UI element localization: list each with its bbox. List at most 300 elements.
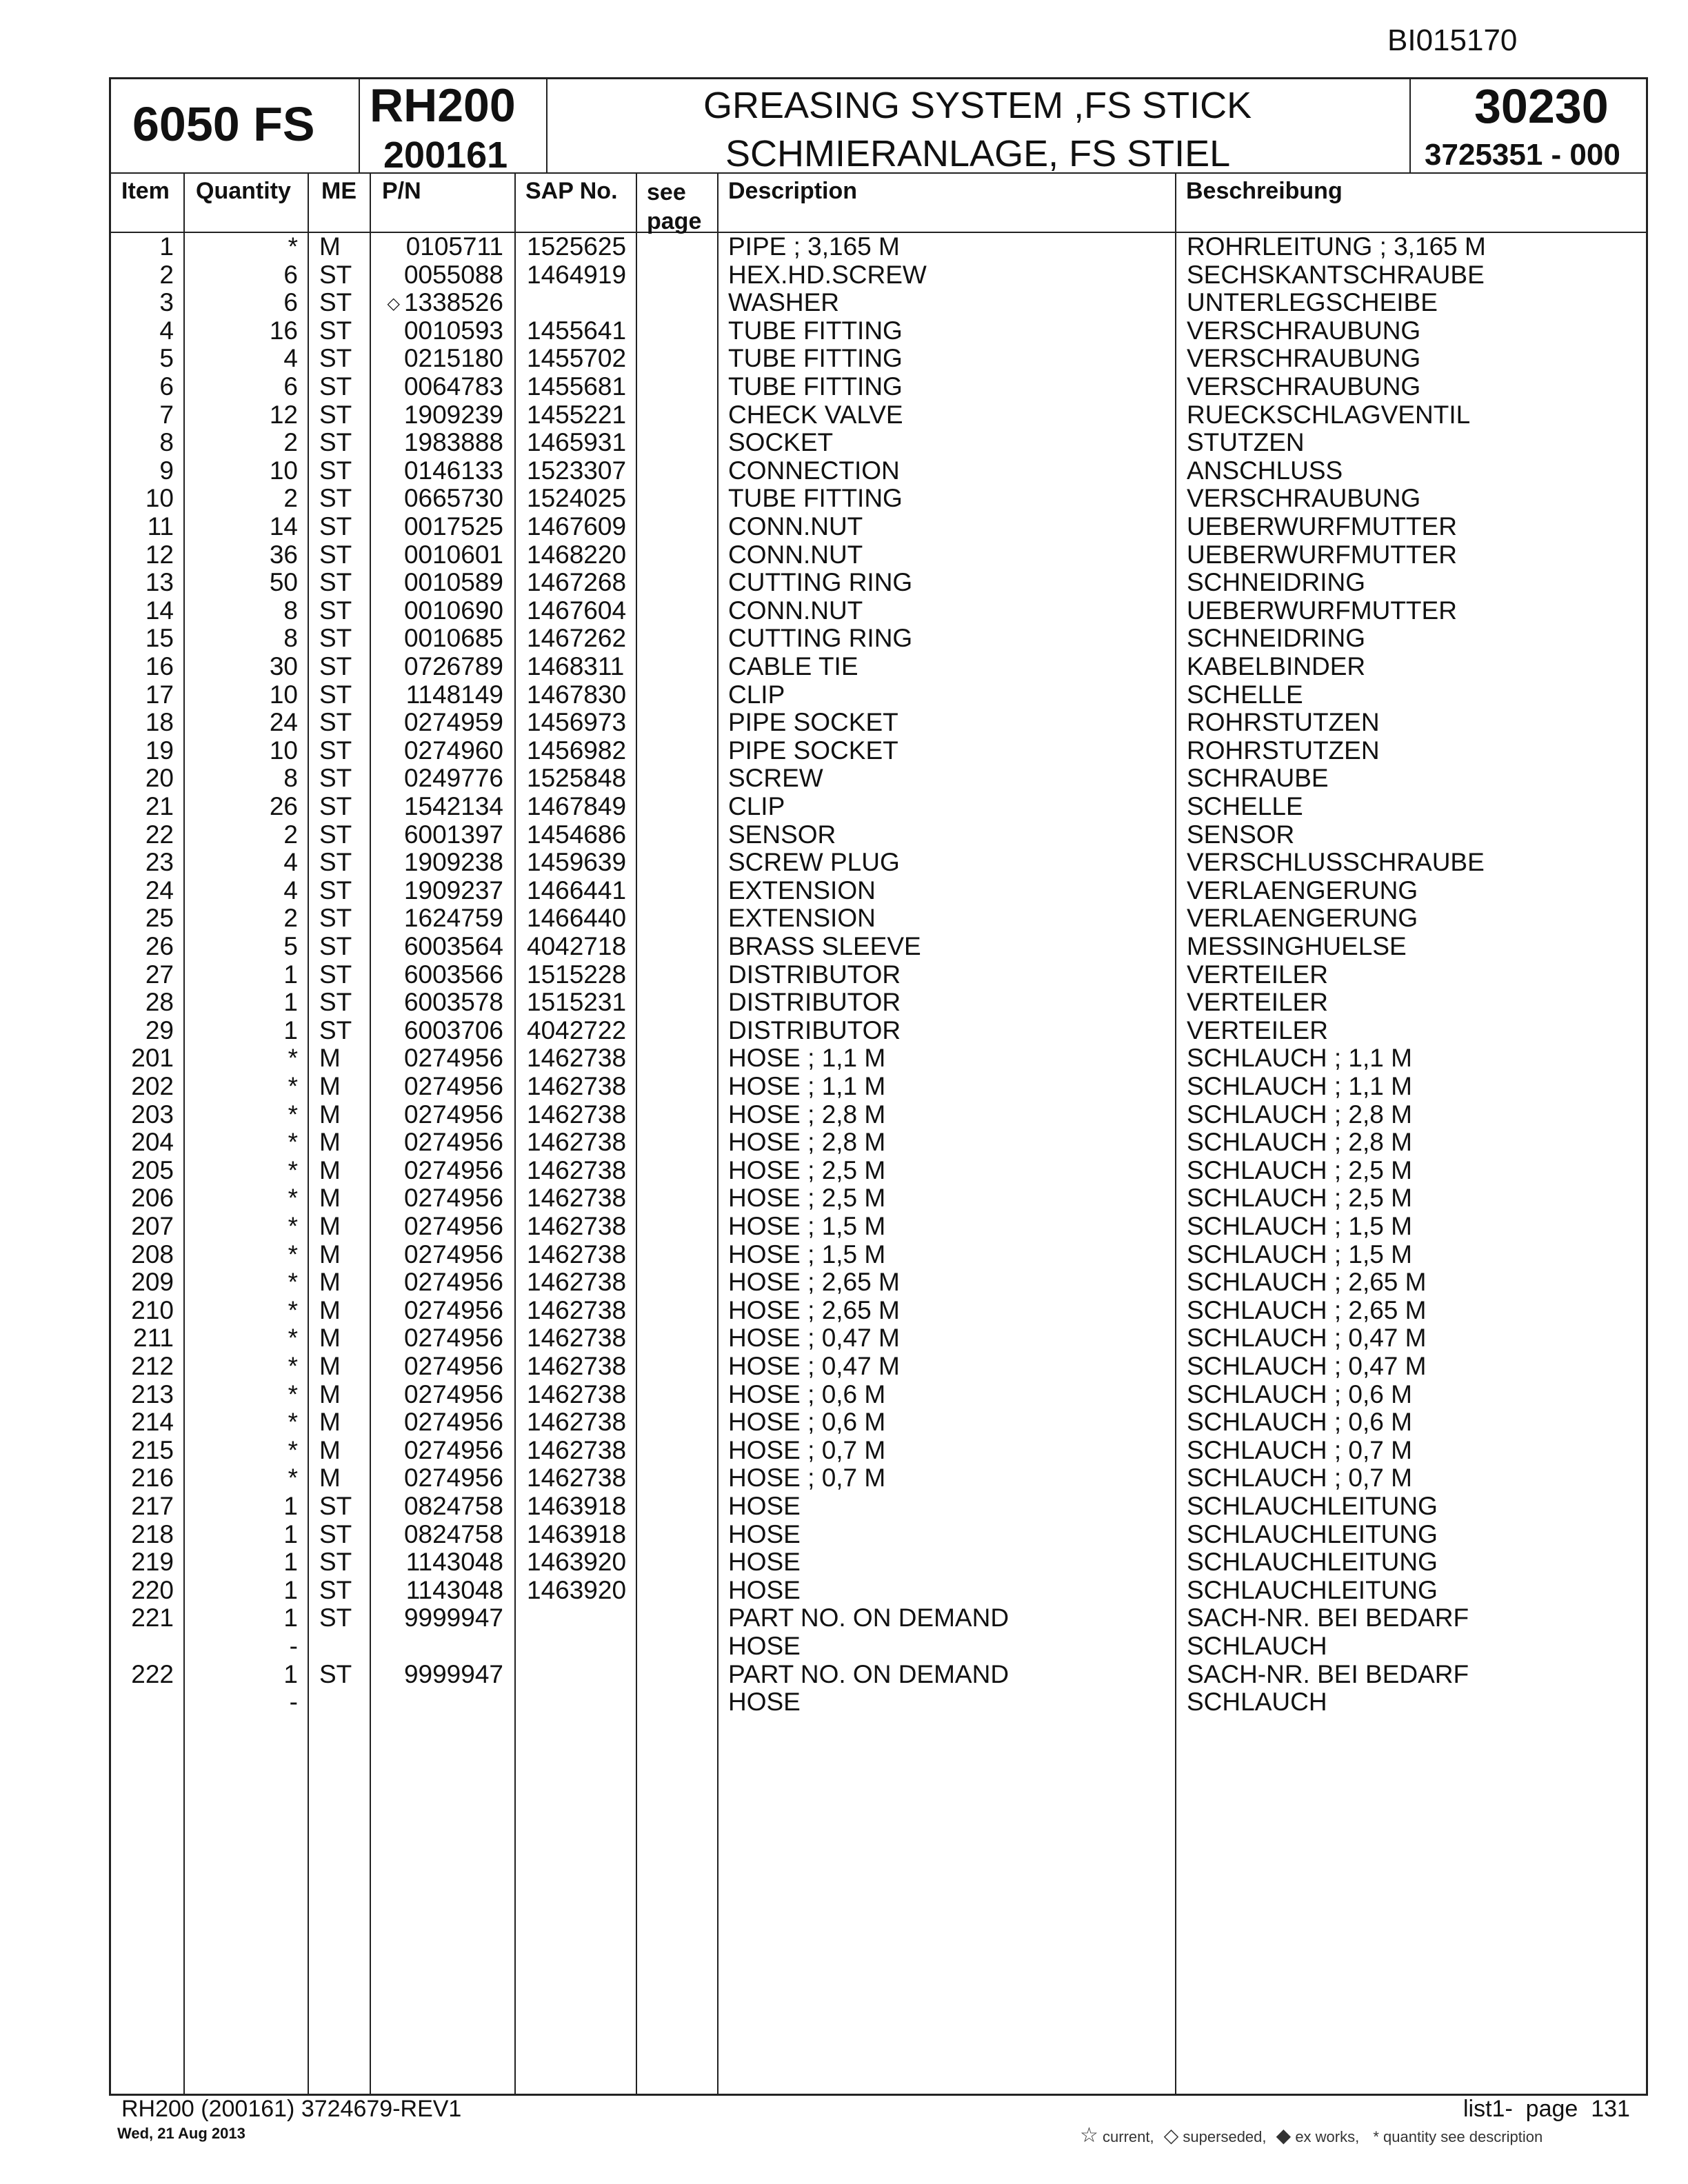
beschreibung: SCHLAUCH ; 0,7 M xyxy=(1187,1464,1412,1493)
quantity: - xyxy=(289,1688,298,1717)
legend-current: current, xyxy=(1103,2128,1154,2145)
column-header-item: Item xyxy=(121,178,170,204)
sap-number: 1467268 xyxy=(527,568,627,597)
description: HOSE ; 1,1 M xyxy=(728,1044,886,1073)
quantity: 4 xyxy=(283,876,298,904)
title-german: SCHMIERANLAGE, FS STIEL xyxy=(725,133,1231,174)
part-number: 0274959 xyxy=(403,708,503,737)
sap-number: 1462738 xyxy=(527,1184,627,1213)
quantity: 1 xyxy=(283,988,298,1017)
table-row xyxy=(0,373,1688,401)
part-number: 6001397 xyxy=(403,820,503,849)
sap-number: 1462738 xyxy=(527,1435,627,1464)
beschreibung: SCHLAUCH ; 1,1 M xyxy=(1187,1044,1412,1073)
quantity: 12 xyxy=(269,400,298,429)
item-number: 23 xyxy=(145,848,174,877)
quantity: 1 xyxy=(283,1492,298,1520)
part-number-value: 1338526 xyxy=(403,288,503,317)
table-row xyxy=(0,1213,1688,1241)
sap-number: 1523307 xyxy=(527,456,627,485)
quantity: 1 xyxy=(283,1519,298,1548)
unit: ST xyxy=(319,596,352,625)
beschreibung: STUTZEN xyxy=(1187,428,1305,457)
beschreibung: UNTERLEGSCHEIBE xyxy=(1187,288,1438,317)
part-number: 0274956 xyxy=(403,1044,503,1073)
description: CHECK VALVE xyxy=(728,400,903,429)
table-row xyxy=(0,1157,1688,1185)
sap-number: 4042718 xyxy=(527,932,627,960)
sap-number: 1455702 xyxy=(527,344,627,373)
quantity: 36 xyxy=(269,540,298,569)
item-number: 12 xyxy=(145,540,174,569)
table-row xyxy=(0,261,1688,290)
item-number: 13 xyxy=(145,568,174,597)
table-row xyxy=(0,1297,1688,1325)
table-row xyxy=(0,1241,1688,1269)
description: HOSE ; 2,5 M xyxy=(728,1155,886,1184)
description: CABLE TIE xyxy=(728,652,858,680)
quantity: 14 xyxy=(269,512,298,540)
unit: ST xyxy=(319,988,352,1017)
quantity: 24 xyxy=(269,708,298,737)
table-row xyxy=(0,1661,1688,1689)
quantity: * xyxy=(288,1435,298,1464)
column-header-sap: SAP No. xyxy=(525,178,618,204)
unit: M xyxy=(319,1184,341,1213)
part-number: 0274956 xyxy=(403,1464,503,1493)
part-number: 0274956 xyxy=(403,1100,503,1129)
table-row xyxy=(0,541,1688,569)
unit: M xyxy=(319,1240,341,1268)
table-row xyxy=(0,317,1688,345)
header-separator xyxy=(1409,77,1411,172)
quantity: - xyxy=(289,1632,298,1660)
sap-number: 1466440 xyxy=(527,904,627,933)
quantity: 6 xyxy=(283,288,298,317)
table-row xyxy=(0,821,1688,849)
beschreibung: SCHLAUCH ; 2,5 M xyxy=(1187,1155,1412,1184)
quantity: 8 xyxy=(283,624,298,653)
item-number: 207 xyxy=(131,1212,174,1240)
table-row xyxy=(0,653,1688,681)
beschreibung: VERSCHLUSSCHRAUBE xyxy=(1187,848,1485,877)
sap-number: 1468311 xyxy=(527,652,625,680)
description: DISTRIBUTOR xyxy=(728,1015,901,1044)
sap-number: 1467604 xyxy=(527,596,627,625)
quantity: 1 xyxy=(283,1604,298,1632)
part-number: 0055088 xyxy=(403,260,503,289)
table-row xyxy=(0,737,1688,765)
item-number: 29 xyxy=(145,1015,174,1044)
sap-number: 1463918 xyxy=(527,1492,627,1520)
unit: ST xyxy=(319,848,352,877)
item-number: 213 xyxy=(131,1379,174,1408)
table-row xyxy=(0,989,1688,1017)
description: TUBE FITTING xyxy=(728,316,903,345)
quantity: * xyxy=(288,1268,298,1297)
sap-number: 1454686 xyxy=(527,820,627,849)
quantity: * xyxy=(288,1100,298,1129)
beschreibung: SCHLAUCH ; 2,65 M xyxy=(1187,1295,1427,1324)
quantity: * xyxy=(288,1072,298,1100)
part-number: 6003578 xyxy=(403,988,503,1017)
table-row xyxy=(0,457,1688,485)
machine-name: RH200 xyxy=(370,79,516,132)
item-number: 28 xyxy=(145,988,174,1017)
beschreibung: SCHLAUCH xyxy=(1187,1688,1327,1717)
item-number: 216 xyxy=(131,1464,174,1493)
unit: M xyxy=(319,1268,341,1297)
unit: ST xyxy=(319,428,352,457)
description: HOSE ; 0,6 M xyxy=(728,1408,886,1437)
table-row xyxy=(0,429,1688,457)
table-row xyxy=(0,289,1688,317)
part-number: 0824758 xyxy=(403,1519,503,1548)
item-number: 15 xyxy=(145,624,174,653)
quantity: * xyxy=(288,1044,298,1073)
beschreibung: SCHLAUCHLEITUNG xyxy=(1187,1575,1438,1604)
table-row xyxy=(0,1577,1688,1605)
item-number: 220 xyxy=(131,1575,174,1604)
sap-number: 1456982 xyxy=(527,736,627,765)
quantity: 1 xyxy=(283,960,298,989)
sap-number: 1525625 xyxy=(527,232,627,261)
table-row xyxy=(0,961,1688,989)
sap-number: 1455221 xyxy=(527,400,627,429)
beschreibung: UEBERWURFMUTTER xyxy=(1187,512,1457,540)
description: DISTRIBUTOR xyxy=(728,960,901,989)
beschreibung: RUECKSCHLAGVENTIL xyxy=(1187,400,1471,429)
part-number: 0010589 xyxy=(403,568,503,597)
item-number: 212 xyxy=(131,1352,174,1380)
description: TUBE FITTING xyxy=(728,372,903,401)
beschreibung: VERSCHRAUBUNG xyxy=(1187,316,1421,345)
column-header-quantity: Quantity xyxy=(196,178,291,204)
quantity: 8 xyxy=(283,764,298,793)
sap-number: 1455681 xyxy=(527,372,627,401)
description: PIPE SOCKET xyxy=(728,736,898,765)
table-row xyxy=(0,681,1688,709)
item-number: 26 xyxy=(145,932,174,960)
unit: ST xyxy=(319,540,352,569)
unit: ST xyxy=(319,736,352,765)
quantity: 1 xyxy=(283,1015,298,1044)
part-number: 0215180 xyxy=(403,344,503,373)
item-number: 8 xyxy=(159,428,174,457)
footer-page: list1- page 131 xyxy=(1463,2096,1630,2122)
item-number: 19 xyxy=(145,736,174,765)
unit: M xyxy=(319,1464,341,1493)
table-row xyxy=(0,1381,1688,1409)
part-number: 0726789 xyxy=(403,652,503,680)
table-row xyxy=(0,1044,1688,1073)
beschreibung: SCHLAUCHLEITUNG xyxy=(1187,1519,1438,1548)
item-number: 21 xyxy=(145,792,174,820)
table-row xyxy=(0,1632,1688,1661)
table-row xyxy=(0,233,1688,261)
part-number: 0274956 xyxy=(403,1128,503,1157)
part-number xyxy=(387,289,503,318)
part-number: 1909238 xyxy=(403,848,503,877)
table-row xyxy=(0,1464,1688,1493)
table-row xyxy=(0,1521,1688,1549)
part-number: 0249776 xyxy=(403,764,503,793)
description: SCREW xyxy=(728,764,823,793)
beschreibung: SCHLAUCH ; 2,8 M xyxy=(1187,1100,1412,1129)
description: SOCKET xyxy=(728,428,834,457)
beschreibung: SCHELLE xyxy=(1187,792,1303,820)
item-number: 22 xyxy=(145,820,174,849)
beschreibung: SCHRAUBE xyxy=(1187,764,1329,793)
sap-number: 1462738 xyxy=(527,1408,627,1437)
description: CONN.NUT xyxy=(728,540,863,569)
quantity: 5 xyxy=(283,932,298,960)
beschreibung: ROHRSTUTZEN xyxy=(1187,736,1380,765)
item-number: 4 xyxy=(159,316,174,345)
beschreibung: VERTEILER xyxy=(1187,960,1328,989)
beschreibung: SCHLAUCHLEITUNG xyxy=(1187,1548,1438,1577)
sap-number: 1464919 xyxy=(527,260,627,289)
sap-number: 1468220 xyxy=(527,540,627,569)
description: PART NO. ON DEMAND xyxy=(728,1604,1009,1632)
unit: ST xyxy=(319,1659,352,1688)
item-number: 5 xyxy=(159,344,174,373)
description: HOSE xyxy=(728,1632,801,1660)
beschreibung: KABELBINDER xyxy=(1187,652,1366,680)
quantity: * xyxy=(288,1184,298,1213)
unit: ST xyxy=(319,708,352,737)
part-number: 6003566 xyxy=(403,960,503,989)
description: SCREW PLUG xyxy=(728,848,900,877)
description: TUBE FITTING xyxy=(728,344,903,373)
description: HOSE ; 2,65 M xyxy=(728,1295,900,1324)
quantity: 26 xyxy=(269,792,298,820)
unit: M xyxy=(319,1352,341,1380)
unit: ST xyxy=(319,680,352,709)
beschreibung: SCHLAUCH ; 0,47 M xyxy=(1187,1352,1427,1380)
description: HOSE xyxy=(728,1688,801,1717)
part-number: 0010601 xyxy=(403,540,503,569)
column-header-description: Description xyxy=(728,178,858,204)
item-number: 9 xyxy=(159,456,174,485)
item-number: 208 xyxy=(131,1240,174,1268)
quantity: 2 xyxy=(283,428,298,457)
item-number: 217 xyxy=(131,1492,174,1520)
beschreibung: VERSCHRAUBUNG xyxy=(1187,344,1421,373)
item-number: 219 xyxy=(131,1548,174,1577)
sap-number: 1462738 xyxy=(527,1352,627,1380)
item-number: 204 xyxy=(131,1128,174,1157)
item-number: 7 xyxy=(159,400,174,429)
item-number: 2 xyxy=(159,260,174,289)
table-row xyxy=(0,485,1688,513)
part-number: 0274960 xyxy=(403,736,503,765)
quantity: 1 xyxy=(283,1548,298,1577)
beschreibung: VERTEILER xyxy=(1187,988,1328,1017)
beschreibung: VERLAENGERUNG xyxy=(1187,876,1418,904)
description: CONN.NUT xyxy=(728,512,863,540)
table-row xyxy=(0,904,1688,933)
unit: ST xyxy=(319,1492,352,1520)
description: EXTENSION xyxy=(728,876,876,904)
description: HOSE ; 2,65 M xyxy=(728,1268,900,1297)
sap-number: 1462738 xyxy=(527,1295,627,1324)
unit: M xyxy=(319,1408,341,1437)
header-separator xyxy=(359,77,360,172)
beschreibung: SCHLAUCH xyxy=(1187,1632,1327,1660)
document-id: BI015170 xyxy=(1387,23,1518,57)
unit: ST xyxy=(319,904,352,933)
unit: ST xyxy=(319,792,352,820)
item-number: 24 xyxy=(145,876,174,904)
beschreibung: SECHSKANTSCHRAUBE xyxy=(1187,260,1485,289)
quantity: 1 xyxy=(283,1575,298,1604)
sap-number: 1456973 xyxy=(527,708,627,737)
sap-number: 1466441 xyxy=(527,876,627,904)
item-number: 206 xyxy=(131,1184,174,1213)
description: PIPE ; 3,165 M xyxy=(728,232,900,261)
unit: ST xyxy=(319,1015,352,1044)
description: CLIP xyxy=(728,680,785,709)
sap-number: 1465931 xyxy=(527,428,627,457)
quantity: * xyxy=(288,1408,298,1437)
beschreibung: SENSOR xyxy=(1187,820,1295,849)
description: HOSE ; 0,6 M xyxy=(728,1379,886,1408)
beschreibung: SCHLAUCH ; 0,7 M xyxy=(1187,1435,1412,1464)
quantity: * xyxy=(288,1240,298,1268)
quantity: * xyxy=(288,1464,298,1493)
sap-number: 1463918 xyxy=(527,1519,627,1548)
item-number: 222 xyxy=(131,1659,174,1688)
description: HEX.HD.SCREW xyxy=(728,260,927,289)
unit: M xyxy=(319,1212,341,1240)
table-row xyxy=(0,1408,1688,1437)
description: HOSE ; 1,5 M xyxy=(728,1212,886,1240)
beschreibung: UEBERWURFMUTTER xyxy=(1187,596,1457,625)
item-number: 202 xyxy=(131,1072,174,1100)
unit: M xyxy=(319,1324,341,1353)
part-number: 0274956 xyxy=(403,1184,503,1213)
table-row xyxy=(0,1073,1688,1101)
part-number: 9999947 xyxy=(403,1659,503,1688)
description: PIPE SOCKET xyxy=(728,708,898,737)
quantity: * xyxy=(288,1295,298,1324)
quantity: 30 xyxy=(269,652,298,680)
part-number: 0274956 xyxy=(403,1212,503,1240)
quantity: * xyxy=(288,1379,298,1408)
group-number: 30230 xyxy=(1474,79,1609,133)
sap-number: 1455641 xyxy=(527,316,627,345)
description: CUTTING RING xyxy=(728,568,913,597)
column-header-see-page: see page xyxy=(647,179,702,234)
beschreibung: SCHLAUCH ; 0,47 M xyxy=(1187,1324,1427,1353)
sap-number: 1462738 xyxy=(527,1324,627,1353)
quantity: * xyxy=(288,1212,298,1240)
description: CONNECTION xyxy=(728,456,900,485)
description: CLIP xyxy=(728,792,785,820)
part-number: 1148149 xyxy=(405,680,503,709)
item-number: 210 xyxy=(131,1295,174,1324)
part-number: 9999947 xyxy=(403,1604,503,1632)
sap-number: 1462738 xyxy=(527,1379,627,1408)
sap-number: 1462738 xyxy=(527,1100,627,1129)
item-number: 215 xyxy=(131,1435,174,1464)
table-row xyxy=(0,401,1688,429)
sap-number: 1462738 xyxy=(527,1268,627,1297)
description: DISTRIBUTOR xyxy=(728,988,901,1017)
unit: M xyxy=(319,1072,341,1100)
quantity: 8 xyxy=(283,596,298,625)
description: TUBE FITTING xyxy=(728,484,903,513)
unit: ST xyxy=(319,652,352,680)
group-part-number: 3725351 - 000 xyxy=(1425,138,1620,172)
table-row xyxy=(0,345,1688,373)
unit: M xyxy=(319,1100,341,1129)
description: HOSE xyxy=(728,1575,801,1604)
sap-number: 1467262 xyxy=(527,624,627,653)
part-number: 0274956 xyxy=(403,1324,503,1353)
column-header-beschreibung: Beschreibung xyxy=(1186,178,1343,204)
description: CUTTING RING xyxy=(728,624,913,653)
sap-number: 1462738 xyxy=(527,1128,627,1157)
table-row xyxy=(0,933,1688,961)
unit: M xyxy=(319,1155,341,1184)
part-number: 6003706 xyxy=(403,1015,503,1044)
beschreibung: SCHLAUCHLEITUNG xyxy=(1187,1492,1438,1520)
part-number: 6003564 xyxy=(403,932,503,960)
unit: M xyxy=(319,1044,341,1073)
quantity: 1 xyxy=(283,1659,298,1688)
table-row xyxy=(0,625,1688,653)
sap-number: 1467830 xyxy=(527,680,627,709)
beschreibung: ANSCHLUSS xyxy=(1187,456,1343,485)
quantity: 4 xyxy=(283,848,298,877)
quantity: * xyxy=(288,1324,298,1353)
legend-ex-works: ex works, xyxy=(1295,2128,1360,2145)
item-number: 218 xyxy=(131,1519,174,1548)
beschreibung: ROHRLEITUNG ; 3,165 M xyxy=(1187,232,1486,261)
beschreibung: SCHLAUCH ; 0,6 M xyxy=(1187,1408,1412,1437)
sap-number: 1462738 xyxy=(527,1072,627,1100)
item-number: 14 xyxy=(145,596,174,625)
quantity: 16 xyxy=(269,316,298,345)
item-number: 221 xyxy=(131,1604,174,1632)
asterisk-icon: * xyxy=(1373,2128,1379,2145)
item-number: 211 xyxy=(133,1324,174,1353)
beschreibung: SCHLAUCH ; 2,8 M xyxy=(1187,1128,1412,1157)
description: HOSE xyxy=(728,1492,801,1520)
unit: ST xyxy=(319,288,352,317)
description: WASHER xyxy=(728,288,840,317)
part-number: 0105711 xyxy=(405,232,503,261)
part-number: 1909239 xyxy=(403,400,503,429)
beschreibung: SCHLAUCH ; 2,5 M xyxy=(1187,1184,1412,1213)
beschreibung: SCHLAUCH ; 1,1 M xyxy=(1187,1072,1412,1100)
sap-number: 1462738 xyxy=(527,1464,627,1493)
model-name: 6050 FS xyxy=(132,97,315,151)
unit: ST xyxy=(319,1575,352,1604)
beschreibung: VERSCHRAUBUNG xyxy=(1187,372,1421,401)
unit: ST xyxy=(319,484,352,513)
unit: ST xyxy=(319,876,352,904)
beschreibung: MESSINGHUELSE xyxy=(1187,932,1407,960)
description: SENSOR xyxy=(728,820,836,849)
table-row xyxy=(0,1353,1688,1381)
unit: M xyxy=(319,232,341,261)
sap-number: 1525848 xyxy=(527,764,627,793)
title-english: GREASING SYSTEM ,FS STICK xyxy=(703,85,1252,126)
part-number: 1624759 xyxy=(403,904,503,933)
